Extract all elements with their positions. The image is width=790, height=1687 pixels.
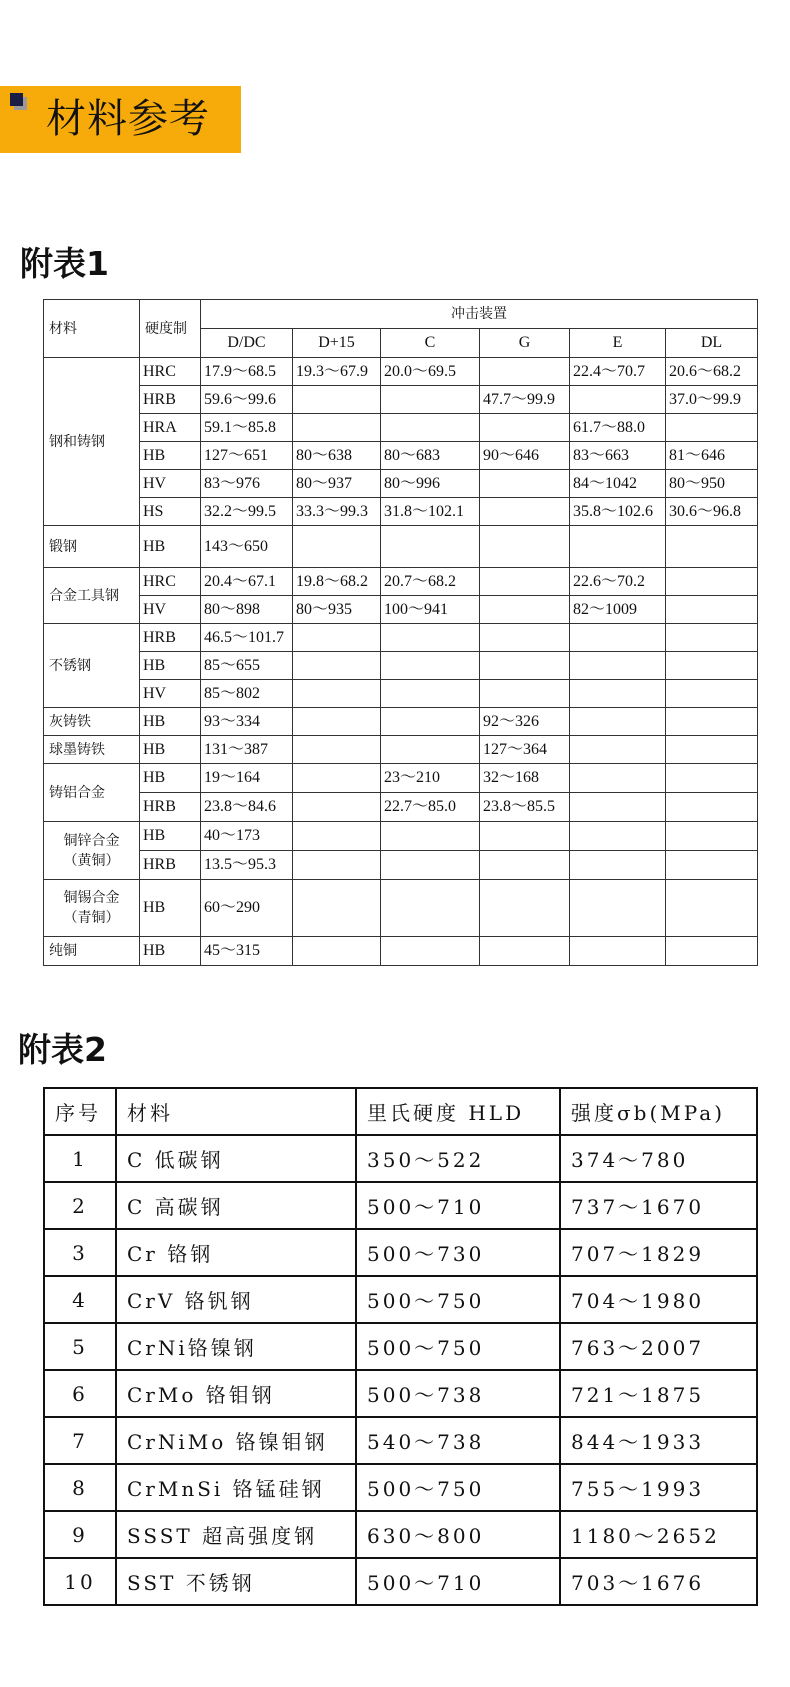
value-cell	[293, 526, 381, 568]
value-cell: 59.1～85.8	[201, 414, 293, 442]
value-cell	[381, 736, 480, 764]
value-cell: 33.3～99.3	[293, 498, 381, 526]
value-cell	[293, 708, 381, 736]
value-cell: 40～173	[201, 822, 293, 851]
value-cell: 23～210	[381, 764, 480, 793]
scale-cell: HB	[140, 736, 201, 764]
hld-cell: 500～750	[356, 1276, 560, 1323]
header-hld: 里氏硬度 HLD	[356, 1088, 560, 1135]
hld-cell: 500～730	[356, 1229, 560, 1276]
table-row	[44, 1323, 757, 1370]
value-cell	[666, 596, 758, 624]
section-banner	[0, 86, 241, 153]
value-cell: 85～655	[201, 652, 293, 680]
value-cell	[666, 652, 758, 680]
value-cell	[480, 568, 570, 596]
hld-cell: 540～738	[356, 1417, 560, 1464]
value-cell	[666, 624, 758, 652]
hld-cell: 630～800	[356, 1511, 560, 1558]
scale-cell: HRB	[140, 793, 201, 822]
table-row	[44, 708, 758, 736]
value-cell	[381, 652, 480, 680]
value-cell	[293, 624, 381, 652]
header-device: G	[480, 329, 570, 358]
value-cell: 20.4～67.1	[201, 568, 293, 596]
value-cell	[666, 764, 758, 793]
value-cell	[570, 822, 666, 851]
value-cell	[480, 498, 570, 526]
value-cell: 35.8～102.6	[570, 498, 666, 526]
value-cell: 60～290	[201, 880, 293, 937]
value-cell	[480, 880, 570, 937]
table-row	[44, 652, 758, 680]
scale-cell: HB	[140, 526, 201, 568]
scale-cell: HRC	[140, 568, 201, 596]
value-cell	[666, 851, 758, 880]
material-cell	[44, 822, 140, 880]
table-row	[44, 736, 758, 764]
header-material: 材料	[116, 1088, 356, 1135]
scale-cell: HB	[140, 937, 201, 966]
strength-cell: 844～1933	[560, 1417, 757, 1464]
value-cell: 143～650	[201, 526, 293, 568]
table-row	[44, 680, 758, 708]
value-cell: 32.2～99.5	[201, 498, 293, 526]
table-row	[44, 822, 758, 851]
header-device: E	[570, 329, 666, 358]
value-cell	[666, 526, 758, 568]
material-subname: （黄铜）	[63, 852, 120, 869]
value-cell: 19～164	[201, 764, 293, 793]
strength-table	[43, 1087, 758, 1606]
value-cell: 23.8～85.5	[480, 793, 570, 822]
value-cell	[293, 414, 381, 442]
value-cell	[480, 526, 570, 568]
value-cell	[293, 652, 381, 680]
value-cell	[570, 880, 666, 937]
material-name: 铜锡合金	[63, 890, 120, 906]
value-cell	[381, 386, 480, 414]
material-cell: CrV 铬钒钢	[116, 1276, 356, 1323]
value-cell	[381, 526, 480, 568]
material-cell: SSST 超高强度钢	[116, 1511, 356, 1558]
index-cell: 4	[44, 1276, 116, 1323]
strength-cell: 755～1993	[560, 1464, 757, 1511]
value-cell: 83～663	[570, 442, 666, 470]
value-cell: 100～941	[381, 596, 480, 624]
table-row	[44, 1370, 757, 1417]
value-cell	[570, 736, 666, 764]
value-cell	[381, 414, 480, 442]
value-cell: 84～1042	[570, 470, 666, 498]
value-cell: 127～364	[480, 736, 570, 764]
value-cell	[570, 851, 666, 880]
table-row	[44, 851, 758, 880]
material-name: 铜锌合金	[63, 832, 120, 849]
value-cell: 19.3～67.9	[293, 358, 381, 386]
value-cell	[480, 680, 570, 708]
value-cell	[293, 680, 381, 708]
table-row	[44, 764, 758, 793]
value-cell: 80～638	[293, 442, 381, 470]
value-cell	[381, 851, 480, 880]
table-header-row	[44, 1088, 757, 1135]
header-device: DL	[666, 329, 758, 358]
value-cell: 20.0～69.5	[381, 358, 480, 386]
value-cell: 92～326	[480, 708, 570, 736]
value-cell	[480, 358, 570, 386]
value-cell	[666, 822, 758, 851]
value-cell	[480, 937, 570, 966]
value-cell: 20.6～68.2	[666, 358, 758, 386]
strength-cell: 707～1829	[560, 1229, 757, 1276]
header-device: D+15	[293, 329, 381, 358]
value-cell: 22.6～70.2	[570, 568, 666, 596]
header-device: D/DC	[201, 329, 293, 358]
table-row	[44, 526, 758, 568]
value-cell	[480, 851, 570, 880]
table-row	[44, 596, 758, 624]
table-row	[44, 1182, 757, 1229]
header-hardness-scale: 硬度制	[140, 300, 201, 358]
value-cell	[570, 793, 666, 822]
index-cell: 10	[44, 1558, 116, 1605]
value-cell: 85～802	[201, 680, 293, 708]
value-cell	[293, 764, 381, 793]
value-cell	[666, 414, 758, 442]
value-cell	[570, 652, 666, 680]
value-cell: 131～387	[201, 736, 293, 764]
material-cell: 灰铸铁	[44, 708, 140, 736]
material-cell: 锻钢	[44, 526, 140, 568]
material-cell: CrNi铬镍钢	[116, 1323, 356, 1370]
scale-cell: HB	[140, 708, 201, 736]
value-cell: 80～950	[666, 470, 758, 498]
scale-cell: HRA	[140, 414, 201, 442]
scale-cell: HV	[140, 680, 201, 708]
strength-cell: 737～1670	[560, 1182, 757, 1229]
value-cell	[666, 793, 758, 822]
value-cell: 22.4～70.7	[570, 358, 666, 386]
table-row	[44, 1135, 757, 1182]
value-cell	[666, 937, 758, 966]
value-cell: 20.7～68.2	[381, 568, 480, 596]
value-cell	[293, 736, 381, 764]
banner-title: 材料参考	[46, 96, 210, 142]
value-cell: 19.8～68.2	[293, 568, 381, 596]
scale-cell: HRB	[140, 386, 201, 414]
value-cell	[381, 624, 480, 652]
hld-cell: 500～750	[356, 1464, 560, 1511]
strength-cell: 763～2007	[560, 1323, 757, 1370]
value-cell: 37.0～99.9	[666, 386, 758, 414]
value-cell	[570, 386, 666, 414]
material-cell	[44, 880, 140, 937]
value-cell	[666, 708, 758, 736]
value-cell	[293, 880, 381, 937]
scale-cell: HB	[140, 880, 201, 937]
value-cell: 127～651	[201, 442, 293, 470]
index-cell: 5	[44, 1323, 116, 1370]
strength-cell: 374～780	[560, 1135, 757, 1182]
hld-cell: 500～710	[356, 1182, 560, 1229]
value-cell	[570, 526, 666, 568]
header-impact-device: 冲击装置	[201, 300, 758, 329]
value-cell: 80～937	[293, 470, 381, 498]
value-cell: 32～168	[480, 764, 570, 793]
scale-cell: HV	[140, 470, 201, 498]
value-cell: 47.7～99.9	[480, 386, 570, 414]
value-cell	[293, 851, 381, 880]
value-cell	[381, 708, 480, 736]
index-cell: 9	[44, 1511, 116, 1558]
index-cell: 7	[44, 1417, 116, 1464]
material-cell: C 高碳钢	[116, 1182, 356, 1229]
value-cell: 80～996	[381, 470, 480, 498]
value-cell	[570, 937, 666, 966]
index-cell: 6	[44, 1370, 116, 1417]
value-cell: 81～646	[666, 442, 758, 470]
value-cell	[666, 736, 758, 764]
table-row	[44, 1558, 757, 1605]
value-cell: 22.7～85.0	[381, 793, 480, 822]
index-cell: 3	[44, 1229, 116, 1276]
table-row	[44, 414, 758, 442]
material-subname: （青铜）	[63, 910, 120, 926]
index-cell: 8	[44, 1464, 116, 1511]
value-cell: 83～976	[201, 470, 293, 498]
value-cell	[480, 652, 570, 680]
value-cell	[666, 680, 758, 708]
value-cell	[293, 386, 381, 414]
table1-title: 附表1	[20, 244, 109, 283]
strength-cell: 721～1875	[560, 1370, 757, 1417]
scale-cell: HB	[140, 442, 201, 470]
scale-cell: HB	[140, 652, 201, 680]
table-row	[44, 793, 758, 822]
scale-cell: HB	[140, 822, 201, 851]
value-cell	[666, 568, 758, 596]
value-cell: 80～935	[293, 596, 381, 624]
value-cell: 80～683	[381, 442, 480, 470]
value-cell	[381, 822, 480, 851]
table-row	[44, 624, 758, 652]
value-cell: 80～898	[201, 596, 293, 624]
material-cell: CrMnSi 铬锰硅钢	[116, 1464, 356, 1511]
table-row	[44, 937, 758, 966]
table-row	[44, 1276, 757, 1323]
value-cell: 82～1009	[570, 596, 666, 624]
value-cell	[570, 708, 666, 736]
strength-cell: 1180～2652	[560, 1511, 757, 1558]
value-cell: 31.8～102.1	[381, 498, 480, 526]
hardness-conversion-table	[43, 299, 758, 966]
scale-cell: HRB	[140, 851, 201, 880]
material-cell: CrMo 铬钼钢	[116, 1370, 356, 1417]
value-cell	[570, 624, 666, 652]
value-cell	[480, 822, 570, 851]
value-cell	[293, 937, 381, 966]
table-row	[44, 880, 758, 937]
table-row	[44, 386, 758, 414]
scale-cell: HB	[140, 764, 201, 793]
value-cell	[293, 822, 381, 851]
value-cell	[293, 793, 381, 822]
material-cell: 合金工具钢	[44, 568, 140, 624]
strength-cell: 703～1676	[560, 1558, 757, 1605]
header-index: 序号	[44, 1088, 116, 1135]
value-cell: 90～646	[480, 442, 570, 470]
table-row	[44, 498, 758, 526]
value-cell	[381, 880, 480, 937]
value-cell: 93～334	[201, 708, 293, 736]
hld-cell: 350～522	[356, 1135, 560, 1182]
value-cell	[381, 680, 480, 708]
value-cell	[570, 680, 666, 708]
value-cell	[570, 764, 666, 793]
header-strength: 强度σb(MPa)	[560, 1088, 757, 1135]
value-cell	[480, 624, 570, 652]
header-device: C	[381, 329, 480, 358]
value-cell: 45～315	[201, 937, 293, 966]
table-row	[44, 470, 758, 498]
value-cell: 23.8～84.6	[201, 793, 293, 822]
material-cell: Cr 铬钢	[116, 1229, 356, 1276]
value-cell	[666, 880, 758, 937]
material-cell: 球墨铸铁	[44, 736, 140, 764]
table-row	[44, 358, 758, 386]
hld-cell: 500～710	[356, 1558, 560, 1605]
table-row	[44, 442, 758, 470]
index-cell: 2	[44, 1182, 116, 1229]
decorative-square-icon	[10, 93, 23, 106]
table-row	[44, 1464, 757, 1511]
value-cell	[381, 937, 480, 966]
value-cell	[480, 414, 570, 442]
value-cell: 13.5～95.3	[201, 851, 293, 880]
hld-cell: 500～738	[356, 1370, 560, 1417]
value-cell: 61.7～88.0	[570, 414, 666, 442]
hld-cell: 500～750	[356, 1323, 560, 1370]
table2-title: 附表2	[18, 1030, 107, 1069]
table-row	[44, 568, 758, 596]
table-row	[44, 1417, 757, 1464]
value-cell	[480, 596, 570, 624]
strength-cell: 704～1980	[560, 1276, 757, 1323]
material-cell: 不锈钢	[44, 624, 140, 708]
table-row	[44, 1511, 757, 1558]
value-cell: 59.6～99.6	[201, 386, 293, 414]
scale-cell: HS	[140, 498, 201, 526]
material-cell: SST 不锈钢	[116, 1558, 356, 1605]
material-cell: C 低碳钢	[116, 1135, 356, 1182]
material-cell: 钢和铸钢	[44, 358, 140, 526]
value-cell	[480, 470, 570, 498]
scale-cell: HRB	[140, 624, 201, 652]
scale-cell: HV	[140, 596, 201, 624]
value-cell: 30.6～96.8	[666, 498, 758, 526]
value-cell: 46.5～101.7	[201, 624, 293, 652]
table-row	[44, 1229, 757, 1276]
scale-cell: HRC	[140, 358, 201, 386]
value-cell: 17.9～68.5	[201, 358, 293, 386]
header-material: 材料	[44, 300, 140, 358]
material-cell: 纯铜	[44, 937, 140, 966]
material-cell: CrNiMo 铬镍钼钢	[116, 1417, 356, 1464]
material-cell: 铸铝合金	[44, 764, 140, 822]
index-cell: 1	[44, 1135, 116, 1182]
